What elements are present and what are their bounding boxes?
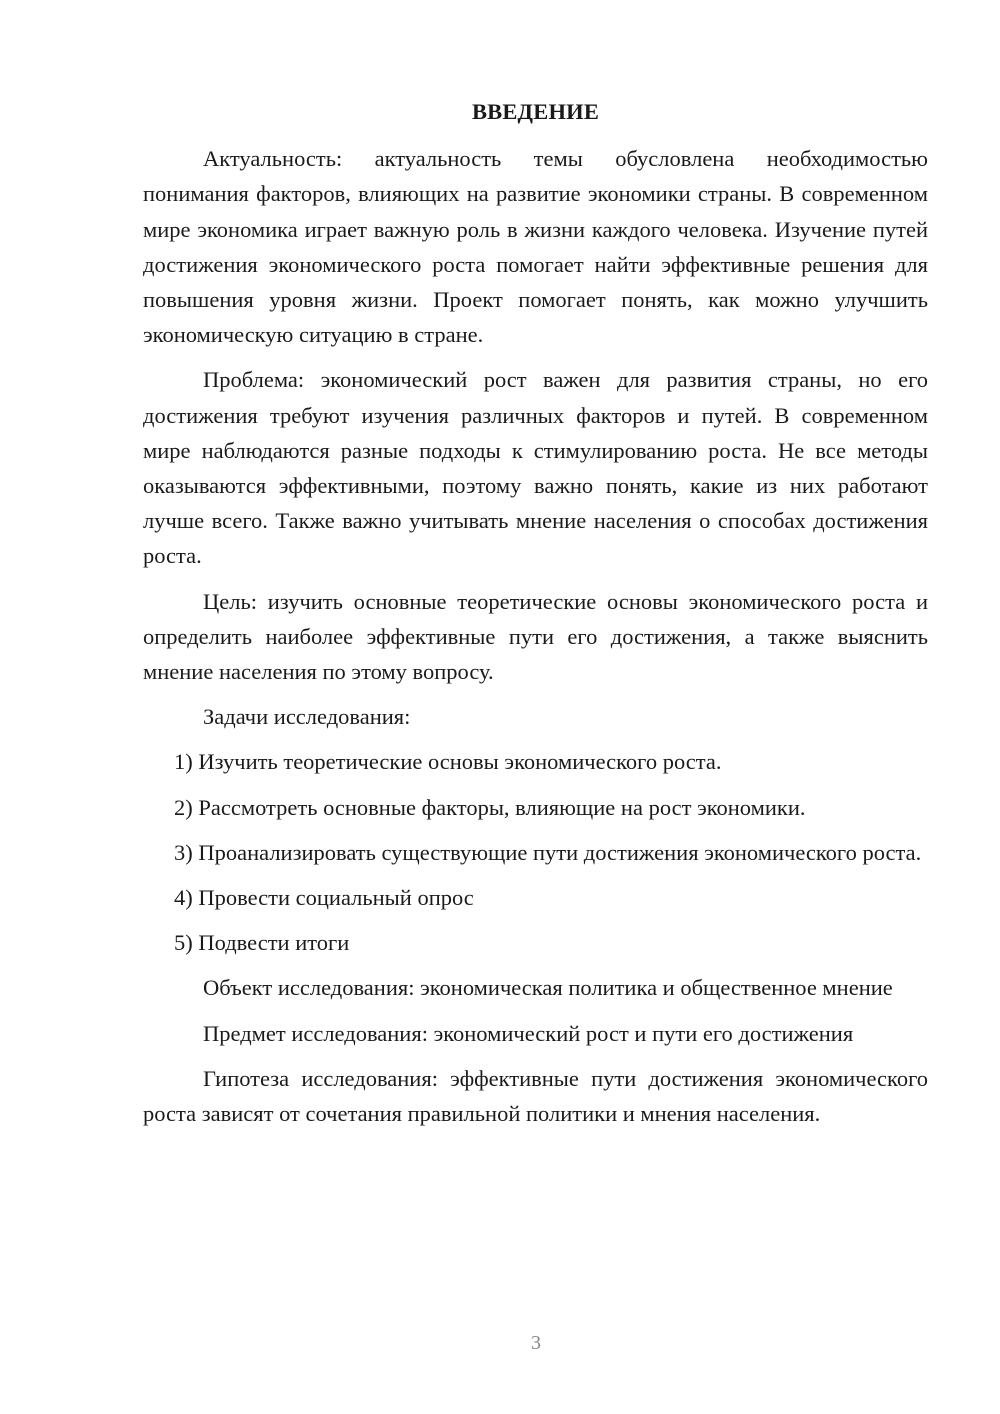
paragraph-subject: Предмет исследования: экономический рост и пути его достижения — [203, 1020, 854, 1046]
task-item-4: 4) Провести социальный опрос — [174, 885, 474, 911]
paragraph-goal: Цель: изучить основные теоретические основы экономического роста и определить наиболее эффективные пути его достижения, а также выяснить мнение населения по этому вопросу. — [143, 588, 928, 685]
task-item-3: 3) Проанализировать существующие пути достижения экономического роста. — [174, 839, 922, 865]
paragraph-hypothesis: Гипотеза исследования: эффективные пути достижения экономического роста зависят от сочетания правильной политики и мнения населения. — [143, 1065, 928, 1127]
document-body — [143, 94, 928, 1141]
task-item-5: 5) Подвести итоги — [174, 930, 350, 956]
paragraph-object: Объект исследования: экономическая политика и общественное мнение — [203, 975, 893, 1001]
page-number: 3 — [531, 1332, 541, 1354]
paragraph-problem: Проблема: экономический рост важен для развития страны, но его достижения требуют изучения различных факторов и путей. В современном мире наблюдаются разные подходы к стимулированию роста. Не все методы оказываются эффективными, поэтому важно понять, какие из них работают лучше всего. Также важно учитывать мнение населения о способах достижения роста. — [143, 367, 928, 569]
section-heading: ВВЕДЕНИЕ — [471, 99, 600, 124]
task-item-1: 1) Изучить теоретические основы экономического роста. — [174, 749, 722, 775]
task-item-2: 2) Рассмотреть основные факторы, влияющие на рост экономики. — [174, 794, 806, 820]
paragraph-relevance: Актуальность: актуальность темы обусловлена необходимостью понимания факторов, влияющих на развитие экономики страны. В современном мире экономика играет важную роль в жизни каждого человека. Изучение путей достижения экономического роста помогает найти эффективные решения для повышения уровня жизни. Проект помогает понять, как можно улучшить экономическую ситуацию в стране. — [143, 146, 928, 348]
paragraph-tasks-heading: Задачи исследования: — [203, 704, 411, 730]
